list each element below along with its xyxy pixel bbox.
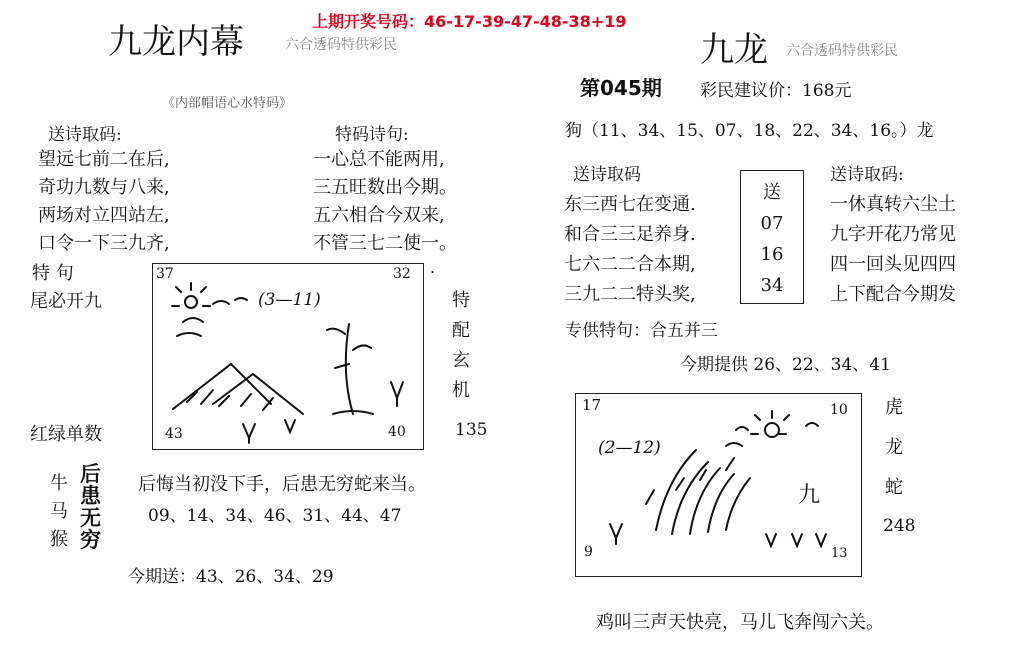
sun-grass-sketch bbox=[576, 394, 861, 576]
picture-corner-number: 17 bbox=[582, 396, 602, 414]
right-poem-header-2: 送诗取码: bbox=[830, 165, 904, 185]
song-box-item: 16 bbox=[760, 244, 784, 265]
right-poem-lines-2 bbox=[830, 190, 956, 310]
picture-corner-number: 9 bbox=[584, 544, 593, 560]
special-line-label: 特 句 bbox=[32, 263, 74, 284]
right-bottom-poem: 鸡叫三声天快亮，马儿飞奔闯六关。 bbox=[596, 612, 884, 633]
picture-char: 九 bbox=[798, 483, 821, 508]
picture-corner-number: 43 bbox=[165, 426, 183, 442]
left-poem-line: 望远七前二在后, bbox=[38, 149, 170, 170]
big-char: 患 bbox=[80, 483, 101, 508]
suggested-price: 彩民建议价：168元 bbox=[700, 81, 852, 101]
left-special-poem-line: 一心总不能两用, bbox=[313, 149, 445, 170]
special-line-text: 尾必开九 bbox=[30, 291, 102, 312]
side-char: 配 bbox=[452, 320, 470, 341]
left-picture-dot: . bbox=[430, 258, 436, 277]
side-char: 机 bbox=[452, 380, 470, 401]
right-poem-line-2: 四一回头见四四 bbox=[830, 254, 956, 275]
picture-corner-number: 40 bbox=[388, 424, 406, 440]
right-subtitle: 六合透码特供彩民 bbox=[786, 43, 898, 59]
song-box-item: 送 bbox=[763, 182, 781, 203]
zodiac-char: 牛 bbox=[50, 473, 68, 494]
left-poem-line: 奇功九数与八来, bbox=[38, 177, 170, 198]
side-char: 龙 bbox=[885, 437, 903, 458]
big-stacked-chars bbox=[80, 463, 101, 551]
picture-corner-number: 13 bbox=[831, 546, 848, 561]
dog-dragon-line: 狗（11、34、15、07、18、22、34、16。）龙 bbox=[565, 121, 934, 141]
issue-number: 第045期 bbox=[580, 76, 662, 100]
right-poem-line: 和合三三足养身. bbox=[564, 224, 696, 245]
right-title: 九龙 bbox=[700, 30, 768, 70]
song-box-item: 34 bbox=[760, 275, 784, 296]
right-poem-line: 东三西七在变通. bbox=[564, 194, 696, 215]
right-side-chars bbox=[885, 388, 903, 508]
left-poem-lines bbox=[38, 146, 170, 258]
left-riddle-picture bbox=[152, 263, 424, 450]
red-green-label: 红绿单数 bbox=[30, 424, 102, 445]
right-poem-line: 三九二二特头奖, bbox=[564, 284, 696, 305]
left-number-list: 09、14、34、46、31、44、47 bbox=[148, 506, 402, 526]
right-side-number: 248 bbox=[883, 516, 916, 536]
left-special-poem-line: 五六相合今双来, bbox=[313, 205, 445, 226]
right-riddle-picture bbox=[575, 393, 862, 577]
right-poem-line-2: 上下配合今期发 bbox=[830, 284, 956, 305]
left-bottom-poem: 后悔当初没下手，后患无穷蛇来当。 bbox=[138, 474, 426, 495]
big-char: 穷 bbox=[80, 527, 101, 552]
big-char: 无 bbox=[80, 505, 101, 530]
left-poem-line: 口令一下三九齐, bbox=[38, 233, 170, 254]
left-subtitle: 六合透码特供彩民 bbox=[285, 37, 397, 53]
left-side-chars bbox=[452, 286, 470, 406]
left-special-poem-line: 不管三七二使一。 bbox=[313, 233, 457, 254]
right-poem-line-2: 九字开花乃常见 bbox=[830, 224, 956, 245]
left-poem-header: 送诗取码: bbox=[48, 125, 122, 145]
zodiac-list bbox=[50, 470, 68, 554]
right-poem-line-2: 一休真转六尘土 bbox=[830, 194, 956, 215]
right-poem-line: 七六二二合本期, bbox=[564, 254, 696, 275]
picture-scribble: (2—12) bbox=[598, 438, 661, 458]
last-draw-banner: 上期开奖号码：46-17-39-47-48-38+19 bbox=[312, 12, 627, 31]
left-title: 九龙内幕 bbox=[108, 22, 244, 62]
right-poem-header: 送诗取码 bbox=[573, 165, 641, 185]
right-special-line: 专供特句：合五并三 bbox=[565, 321, 718, 341]
picture-scribble: (3—11) bbox=[258, 290, 321, 310]
left-side-number: 135 bbox=[455, 420, 488, 440]
side-char: 玄 bbox=[452, 350, 470, 371]
song-box-item: 07 bbox=[760, 213, 784, 234]
picture-corner-number: 37 bbox=[156, 266, 174, 282]
left-bracket-title: 《内部帽语心水特码》 bbox=[162, 96, 293, 111]
zodiac-char: 马 bbox=[50, 501, 68, 522]
side-char: 特 bbox=[452, 290, 470, 311]
left-special-poem-header: 特码诗句: bbox=[335, 125, 409, 145]
picture-corner-number: 32 bbox=[393, 266, 411, 282]
right-poem-lines bbox=[564, 190, 696, 310]
left-today-numbers: 今期送：43、26、34、29 bbox=[128, 567, 334, 587]
left-poem-line: 两场对立四站左, bbox=[38, 205, 170, 226]
right-today-numbers: 今期提供 26、22、34、41 bbox=[680, 355, 891, 375]
picture-corner-number: 10 bbox=[830, 402, 848, 418]
side-char: 虎 bbox=[885, 397, 903, 418]
left-special-poem-lines bbox=[313, 146, 457, 258]
zodiac-char: 猴 bbox=[50, 529, 68, 550]
song-number-box bbox=[740, 170, 804, 304]
sun-mountain-tree-sketch bbox=[153, 264, 423, 449]
big-char: 后 bbox=[80, 461, 101, 486]
left-special-poem-line: 三五旺数出今期。 bbox=[313, 177, 457, 198]
side-char: 蛇 bbox=[885, 477, 903, 498]
